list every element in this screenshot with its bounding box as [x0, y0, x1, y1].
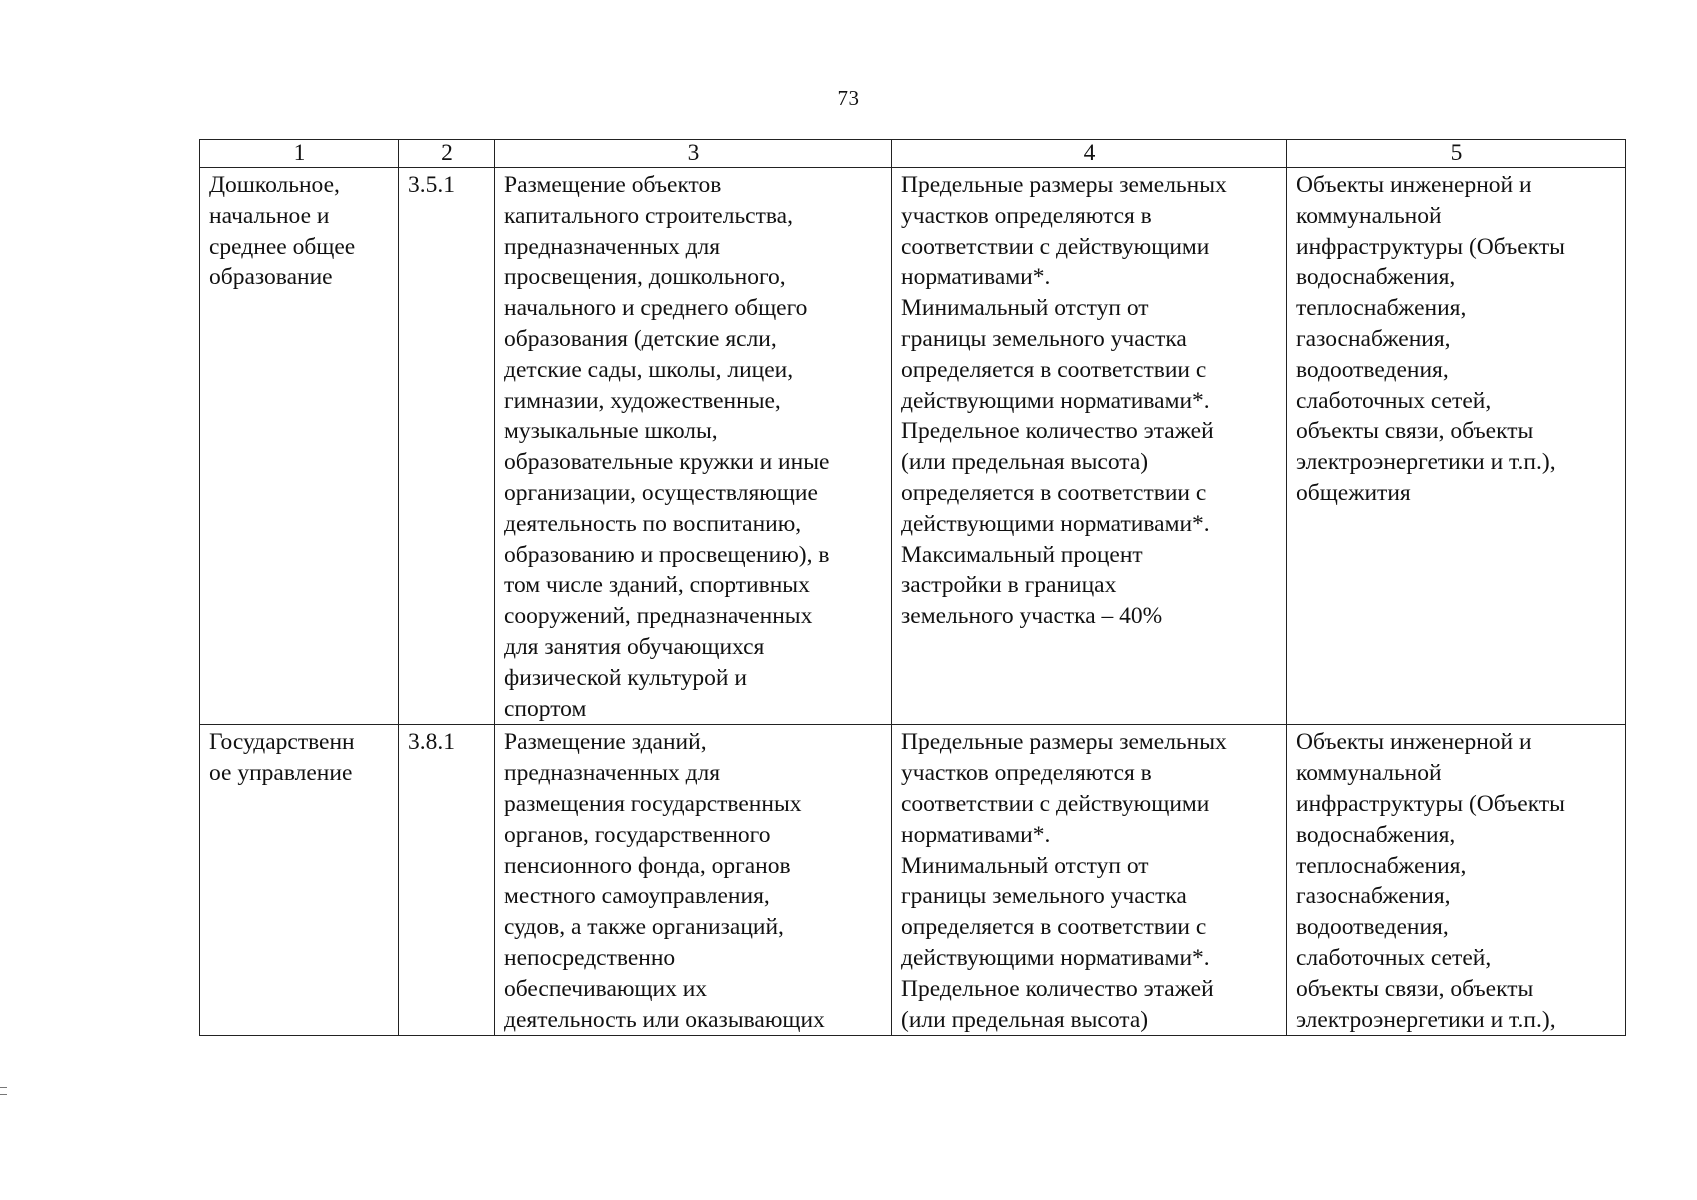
cell-text-line: Предельные размеры земельных: [901, 729, 1227, 756]
cell-text-line: коммунальной: [1296, 202, 1442, 229]
cell-text-line: музыкальные школы,: [504, 418, 718, 445]
cell-text-line: Объекты инженерной и: [1296, 172, 1532, 198]
cell-text-line: органов, государственного: [504, 821, 771, 848]
cell-text-line: образованию и просвещению), в: [504, 541, 830, 568]
cell-text-line: просвещения, дошкольного,: [504, 264, 786, 291]
cell-text-line: определяется в соответствии с: [901, 356, 1207, 383]
cell-text-line: детские сады, школы, лицеи,: [504, 356, 794, 383]
cell-text-line: Размещение объектов: [504, 172, 722, 198]
cell-text-line: размещения государственных: [504, 790, 802, 817]
cell-text-line: деятельность или оказывающих: [504, 1006, 825, 1033]
cell-text-line: определяется в соответствии с: [901, 479, 1207, 506]
cell-text-line: начального и среднего общего: [504, 295, 808, 322]
cell-text-line: соответствии с действующими: [901, 790, 1210, 817]
cell-text-line: электроэнергетики и т.п.),: [1296, 1006, 1556, 1033]
use-code-cell: 3.5.1: [399, 168, 495, 725]
cell-text-line: том числе зданий, спортивных: [504, 572, 810, 599]
cell-text-line: газоснабжения,: [1296, 325, 1451, 352]
cell-text-line: газоснабжения,: [1296, 883, 1451, 910]
cell-text-line: Предельные размеры земельных: [901, 172, 1227, 198]
use-code-cell: 3.8.1: [399, 725, 495, 1036]
cell-text-line: объекты связи, объекты: [1296, 975, 1534, 1002]
table-row: [200, 725, 1626, 1036]
cell-text-line: земельного участка – 40%: [901, 603, 1163, 630]
cell-text-line: водоснабжения,: [1296, 264, 1456, 291]
auxiliary-uses-cell: [1287, 725, 1626, 1036]
cell-text-line: теплоснабжения,: [1296, 295, 1467, 322]
cell-text-line: судов, а также организаций,: [504, 914, 784, 941]
cell-text-line: Предельное количество этажей: [901, 418, 1214, 445]
column-header-3: 3: [495, 140, 892, 168]
cell-text-line: образование: [209, 264, 333, 291]
cell-text-line: Минимальный отступ от: [901, 852, 1149, 879]
cell-text-line: ое управление: [209, 760, 353, 787]
cell-text-line: физической культурой и: [504, 664, 747, 691]
cell-text-line: сооружений, предназначенных: [504, 603, 813, 630]
cell-text-line: пенсионного фонда, органов: [504, 852, 791, 879]
cell-text-line: для занятия обучающихся: [504, 633, 765, 660]
cell-text-line: инфраструктуры (Объекты: [1296, 790, 1565, 817]
cell-text-line: (или предельная высота): [901, 449, 1149, 476]
column-header-4: 4: [892, 140, 1287, 168]
cell-text-line: обеспечивающих их: [504, 975, 708, 1002]
cell-text-line: (или предельная высота): [901, 1006, 1149, 1033]
cell-text-line: деятельность по воспитанию,: [504, 510, 802, 537]
cell-text-line: Государственн: [209, 729, 355, 756]
cell-text-line: водоотведения,: [1296, 914, 1449, 941]
cell-text-line: застройки в границах: [901, 572, 1117, 599]
cell-text-line: Размещение зданий,: [504, 729, 707, 756]
cell-text-line: организации, осуществляющие: [504, 479, 818, 506]
cell-text-line: Предельное количество этажей: [901, 975, 1214, 1002]
cell-text-line: участков определяются в: [901, 202, 1152, 229]
cell-text-line: объекты связи, объекты: [1296, 418, 1534, 445]
cell-text-line: капитального строительства,: [504, 202, 793, 229]
cell-text-line: границы земельного участка: [901, 883, 1187, 910]
cell-text-line: действующими нормативами*.: [901, 510, 1210, 537]
cell-text-line: слаботочных сетей,: [1296, 944, 1492, 971]
use-name-cell: [200, 168, 399, 725]
table-row: [200, 168, 1626, 725]
cell-text-line: водоснабжения,: [1296, 821, 1456, 848]
cell-text-line: предназначенных для: [504, 233, 721, 260]
cell-text-line: участков определяются в: [901, 760, 1152, 787]
scan-margin-mark: [0, 1087, 7, 1095]
table-header-row: [200, 140, 1626, 168]
cell-text-line: спортом: [504, 695, 587, 722]
page-number: 73: [837, 86, 860, 110]
cell-text-line: границы земельного участка: [901, 325, 1187, 352]
cell-text-line: определяется в соответствии с: [901, 914, 1207, 941]
use-description-cell: [495, 725, 892, 1036]
cell-text-line: Минимальный отступ от: [901, 295, 1149, 322]
cell-text-line: среднее общее: [209, 233, 356, 260]
cell-text-line: предназначенных для: [504, 760, 721, 787]
cell-text-line: образования (детские ясли,: [504, 325, 777, 352]
cell-text-line: электроэнергетики и т.п.),: [1296, 449, 1556, 476]
land-use-table: [199, 139, 1626, 1036]
cell-text-line: действующими нормативами*.: [901, 944, 1210, 971]
use-description-cell: [495, 168, 892, 725]
cell-text-line: непосредственно: [504, 944, 676, 971]
parameters-cell: [892, 725, 1287, 1036]
parameters-cell: [892, 168, 1287, 725]
cell-text-line: Объекты инженерной и: [1296, 729, 1532, 756]
cell-text-line: гимназии, художественные,: [504, 387, 781, 414]
cell-text-line: общежития: [1296, 479, 1411, 506]
column-header-1: 1: [200, 140, 399, 168]
cell-text-line: водоотведения,: [1296, 356, 1449, 383]
use-name-cell: [200, 725, 399, 1036]
cell-text-line: инфраструктуры (Объекты: [1296, 233, 1565, 260]
column-header-5: 5: [1287, 140, 1626, 168]
cell-text-line: теплоснабжения,: [1296, 852, 1467, 879]
cell-text-line: слаботочных сетей,: [1296, 387, 1492, 414]
column-header-2: 2: [399, 140, 495, 168]
cell-text-line: нормативами*.: [901, 821, 1051, 848]
auxiliary-uses-cell: [1287, 168, 1626, 725]
cell-text-line: Максимальный процент: [901, 541, 1143, 568]
cell-text-line: начальное и: [209, 202, 330, 229]
cell-text-line: местного самоуправления,: [504, 883, 770, 910]
cell-text-line: Дошкольное,: [209, 172, 340, 198]
cell-text-line: образовательные кружки и иные: [504, 449, 830, 476]
cell-text-line: действующими нормативами*.: [901, 387, 1210, 414]
cell-text-line: коммунальной: [1296, 760, 1442, 787]
cell-text-line: нормативами*.: [901, 264, 1051, 291]
cell-text-line: соответствии с действующими: [901, 233, 1210, 260]
